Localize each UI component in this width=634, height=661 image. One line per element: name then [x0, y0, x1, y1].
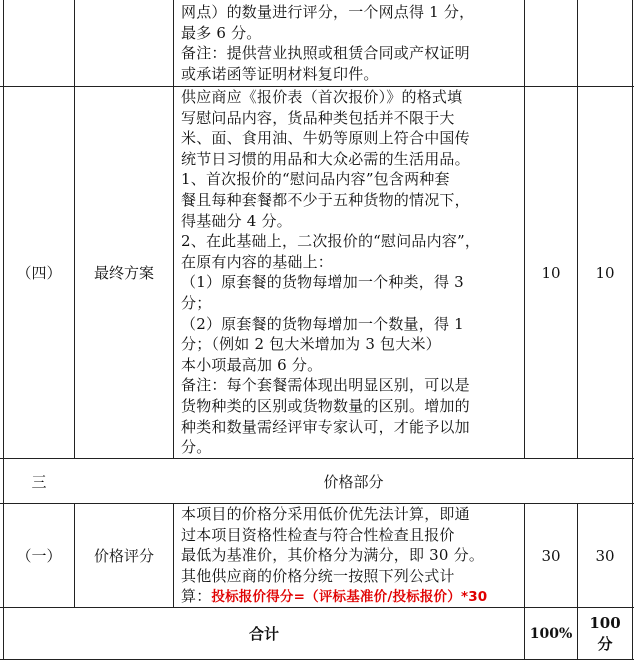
price-score-formula: 投标报价得分=（评标基准价/投标报价）*30 — [211, 589, 488, 606]
content-line: 得基础分 4 分。 — [181, 211, 292, 230]
total-points — [578, 608, 632, 659]
row-four-score-a: 10 — [541, 263, 561, 282]
rule-v-name — [173, 0, 174, 459]
content-line: 分； — [181, 293, 212, 312]
content-line: 1、首次报价的“慰问品内容”包含两种套 — [181, 170, 450, 189]
content-line: 供应商应《报价表（首次报价）》的格式填 — [181, 88, 463, 106]
total-points-number: 100 — [589, 613, 621, 632]
content-line: 最低为基准价，其价格分为满分，即 30 分。 — [181, 546, 485, 565]
row-top-content — [181, 2, 521, 84]
content-line: 本项目的价格分采用低价优先法计算，即通 — [181, 505, 470, 523]
content-line: 本小项最高加 6 分。 — [181, 355, 323, 374]
content-line: 过本项目资格性检查与符合性检查且报价 — [181, 525, 455, 544]
row-one-name: 价格评分 — [93, 547, 154, 565]
content-line: 备注：提供营业执照或租赁合同或产权证明 — [181, 44, 470, 63]
content-line: 统节日习惯的用品和大众必需的生活用品。 — [181, 149, 470, 168]
row-three-index: 三 — [31, 472, 47, 491]
content-line: 2、在此基础上，二次报价的“慰问品内容”， — [181, 232, 481, 251]
content-line: 备注：每个套餐需体现出明显区别，可以是 — [181, 376, 470, 395]
content-line: 最多 6 分。 — [181, 23, 262, 42]
content-line: 餐且每种套餐都不少于五种货物的情况下， — [181, 190, 470, 209]
row-four-index: （四） — [16, 264, 62, 282]
content-line: 货物种类的区别或货物数量的区别。增加的 — [181, 396, 470, 415]
row-one-content — [181, 504, 521, 608]
content-line: 种类和数量需经评审专家认可，才能予以加 — [181, 417, 470, 436]
content-line: 网点）的数量进行评分，一个网点得 1 分， — [181, 3, 475, 21]
content-line: 在原有内容的基础上： — [181, 252, 334, 271]
row-one-score-b: 30 — [595, 546, 615, 565]
content-line: （2）原套餐的货物每增加一个数量，得 1 — [181, 314, 464, 333]
content-line-formula — [181, 586, 521, 608]
row-three-title: 价格部分 — [323, 472, 384, 491]
total-label: 合计 — [248, 625, 279, 643]
total-percent: 100% — [529, 625, 573, 642]
content-line: 分；（例如 2 包大米增加为 3 包大米） — [181, 335, 441, 354]
content-line: 写慰问品内容，货品种类包括并不限于大 — [181, 108, 455, 127]
total-points-unit: 分 — [597, 634, 613, 653]
content-line: 米、面、食用油、牛奶等原则上符合中国传 — [181, 129, 470, 148]
row-one-index: （一） — [16, 547, 62, 565]
content-line: （1）原套餐的货物每增加一个种类，得 3 — [181, 273, 464, 292]
row-four-score-b: 10 — [595, 263, 615, 282]
content-line: 或承诺函等证明材料复印件。 — [181, 64, 379, 83]
formula-prefix: 算： — [181, 587, 212, 606]
row-four-content — [181, 87, 521, 458]
row-one-score-a: 30 — [541, 546, 561, 565]
rule-h-bottom — [0, 659, 634, 660]
rule-v-right — [632, 0, 633, 660]
row-four-name: 最终方案 — [93, 264, 154, 282]
content-line: 其他供应商的价格分统一按照下列公式计 — [181, 566, 455, 585]
rule-v-name-lower — [173, 503, 174, 608]
content-line: 分。 — [181, 438, 212, 457]
